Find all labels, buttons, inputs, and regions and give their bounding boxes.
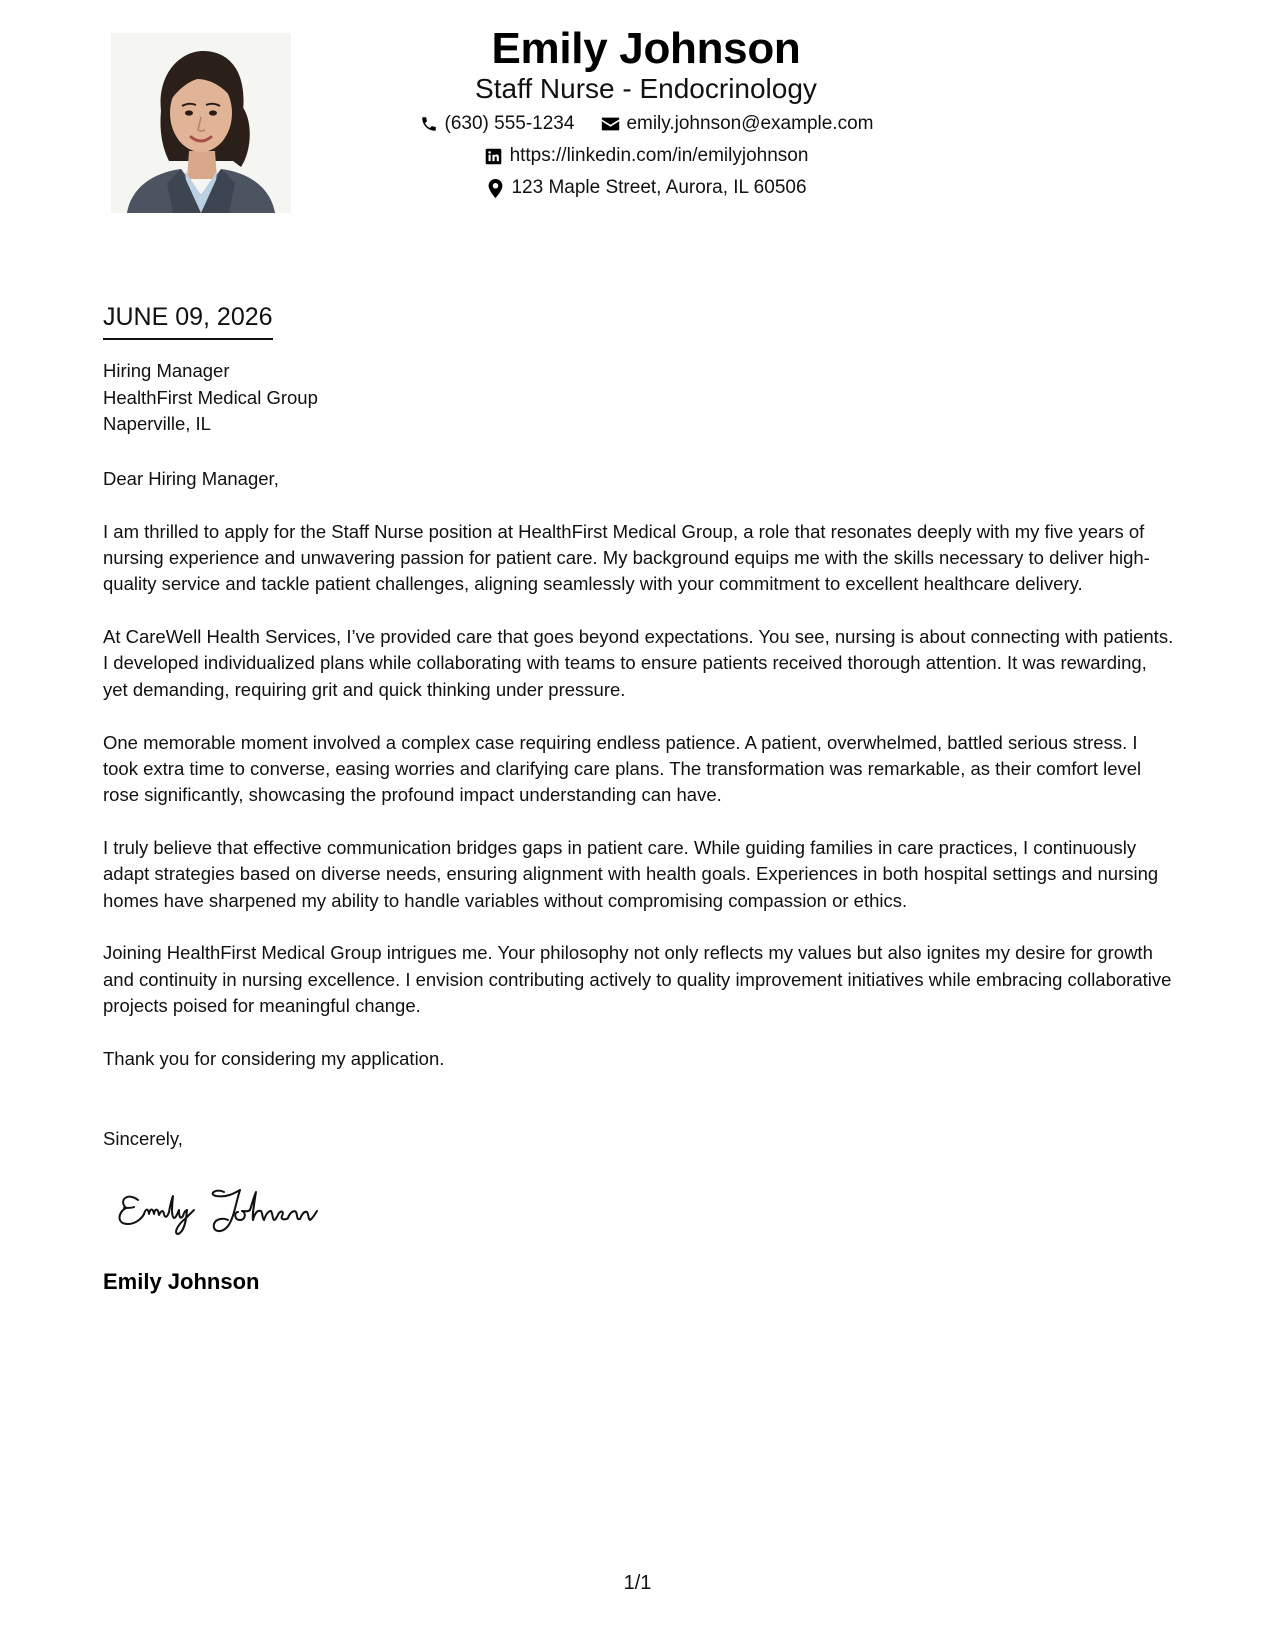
- recipient-title: Hiring Manager: [103, 360, 230, 381]
- linkedin-icon: [484, 146, 504, 166]
- paragraph: At CareWell Health Services, I’ve provided care that goes beyond expectations. You see, nursing is about connecting with patients. I developed individualized plans while collaborating with teams to ensure patients received thorough attention. It was rewarding, yet demanding, requiring grit and quick thinking under pressure.: [103, 626, 1174, 700]
- linkedin-link[interactable]: https://linkedin.com/in/emilyjohnson: [509, 145, 809, 166]
- signer-name: Emily Johnson: [103, 1269, 260, 1294]
- signature-image: [116, 1178, 356, 1238]
- header: [340, 22, 952, 204]
- contact-line-linkedin: [340, 140, 952, 172]
- recipient-location: Naperville, IL: [103, 413, 211, 434]
- phone-number[interactable]: (630) 555-1234: [444, 113, 575, 134]
- closing: Sincerely,: [103, 1128, 183, 1149]
- paragraph: I am thrilled to apply for the Staff Nurse position at HealthFirst Medical Group, a role that resonates deeply with my five years of nursing experience and unwavering passion for patient care. My background equips me with the skills necessary to deliver high-quality service and tackle patient challenges, aligning seamlessly with your commitment to excellent healthcare delivery.: [103, 520, 1150, 595]
- salutation: Dear Hiring Manager,: [103, 468, 279, 489]
- paragraph: One memorable moment involved a complex case requiring endless patience. A patient, overwhelmed, battled serious stress. I took extra time to converse, easing worries and clarifying care plans. The transformation was remarkable, as their comfort level rose significantly, showcasing the profound impact understanding can have.: [103, 731, 1142, 806]
- phone-icon: [419, 114, 439, 134]
- envelope-icon: [600, 114, 620, 134]
- paragraph: Thank you for considering my application.: [103, 1047, 445, 1069]
- paragraph: Joining HealthFirst Medical Group intrigues me. Your philosophy not only reflects my values but also ignites my desire for growth and continuity in nursing excellence. I envision contributing actively to quality improvement initiatives while embracing collaborative projects poised for meaningful change.: [103, 942, 1172, 1016]
- recipient-block: [103, 358, 318, 438]
- page-number: 1/1: [623, 1572, 652, 1594]
- recipient-company: HealthFirst Medical Group: [103, 386, 318, 408]
- candidate-name: Emily Johnson: [491, 24, 801, 73]
- contact-line-phone-email: [340, 108, 952, 140]
- contact-line-address: [340, 172, 952, 204]
- map-marker-icon: [485, 178, 505, 198]
- profile-photo: [111, 33, 291, 213]
- paragraph: I truly believe that effective communication bridges gaps in patient care. While guiding families in care practices, I continuously adapt strategies based on diverse needs, ensuring alignment with health goals. Experiences in both hospital settings and nursing homes have sharpened my ability to handle variables without compromising compassion or ethics.: [103, 836, 1159, 911]
- letter-date: JUNE 09, 2026: [103, 300, 273, 340]
- job-title: Staff Nurse - Endocrinology: [475, 73, 817, 104]
- letter-body: [103, 466, 1175, 1099]
- email-link[interactable]: emily.johnson@example.com: [626, 113, 874, 134]
- address-text: 123 Maple Street, Aurora, IL 60506: [511, 177, 807, 198]
